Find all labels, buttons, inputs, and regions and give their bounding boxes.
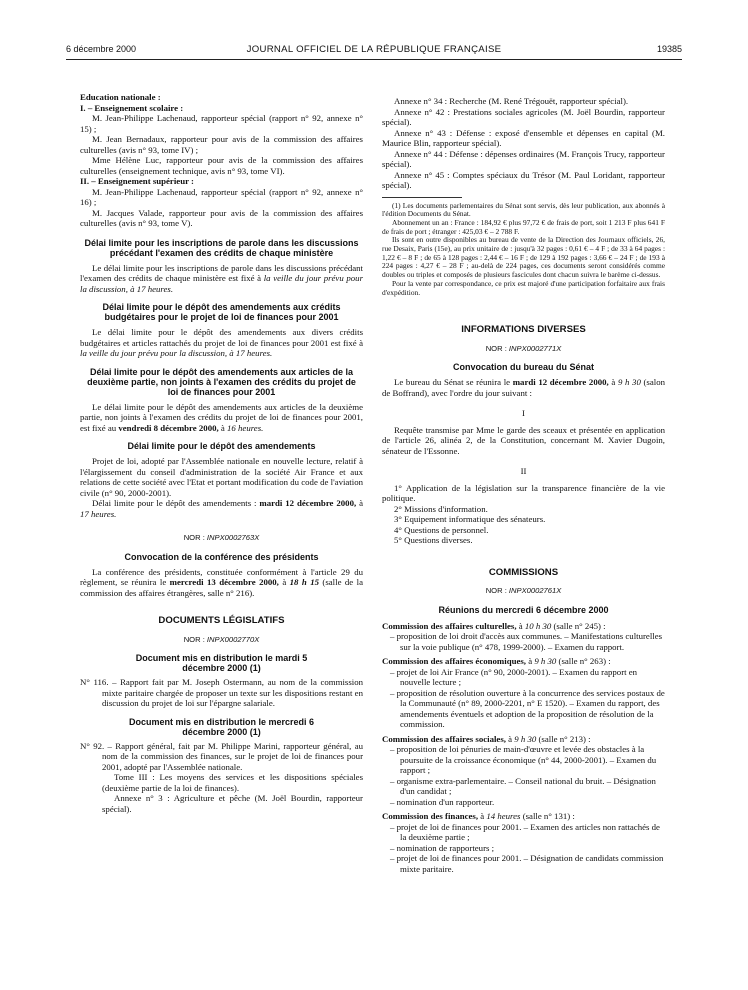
commissions-title: COMMISSIONS — [488, 566, 559, 578]
commission-item: – projet de loi de finances pour 2001. – Désignation de candidats commission mixte paritaire. — [390, 853, 664, 874]
informations-diverses-title: INFORMATIONS DIVERSES — [461, 324, 586, 336]
page-number: 19385 — [656, 44, 682, 54]
sco-line: M. Jean Bernadaux, rapporteur pour avis de la commission des affaires culturelles (avis n° 93, tome IV) ; — [80, 134, 363, 155]
nor-reference: NOR : INPX0002763X — [183, 533, 260, 542]
section-text-deuxieme-partie: Le délai limite pour le dépôt des amendements aux articles de la deuxième partie, non joints à l'examen des crédits du projet de loi de finances pour 2001, est fixé au vendredi 8 décembre 2000, à 16 heures. — [80, 401, 363, 433]
nor-reference: NOR : INPX0002770X — [183, 634, 260, 644]
footnote: Abonnement un an : France : 184,92 € plus 97,72 € de frais de port, soit 1 213 F plus 641 F de frais de port ; étranger : 425,03 € – 2 788 F. — [382, 217, 665, 236]
documents-legislatifs-title: DOCUMENTS LÉGISLATIFS — [158, 615, 285, 626]
nor-reference: NOR : INPX0002771X — [485, 343, 562, 353]
annexe-list — [382, 96, 665, 191]
section-title-parole: Délai limite pour les inscriptions de parole dans les discussions précédant l'examen des crédits de chaque ministère — [84, 237, 359, 258]
bureau-title: Convocation du bureau du Sénat — [452, 362, 594, 373]
section-title-amendements: Délai limite pour le dépôt des amendements — [127, 441, 316, 451]
distribution-annexe: Annexe n° 3 : Agriculture et pêche (M. Joël Bourdin, rapporteur spécial). — [102, 793, 363, 814]
commission-heading: Commission des affaires sociales, à 9 h 30 (salle n° 213) : — [382, 733, 591, 744]
requete-text: Requête transmise par Mme le garde des sceaux et présentée en application de l'article 26, alinéa 2, de la Constitution, concernant M. Xavier Dugoin, sénateur de l'Essonne. — [382, 424, 665, 456]
roman-numeral: I — [522, 408, 525, 419]
commission-item: – organisme extra-parlementaire. – Conseil national du bruit. – Désignation d'un candidat ; — [390, 775, 656, 797]
section-title-credits: Délai limite pour le dépôt des amendements aux crédits budgétaires pour le projet de loi de finances pour 2001 — [102, 302, 341, 322]
section-title-conference: Convocation de la conférence des présidents — [124, 551, 319, 562]
left-column — [80, 92, 363, 814]
annexe-item: Annexe n° 45 : Comptes spéciaux du Trésor (M. Paul Loridant, rapporteur spécial). — [382, 169, 665, 190]
reunions-title: Réunions du mercredi 6 décembre 2000 — [438, 604, 609, 615]
page-header — [66, 44, 682, 58]
section-text-conference: La conférence des présidents, constituée conformément à l'article 29 du règlement, se réunira le mercredi 13 décembre 2000, à 18 h 15 (salle de la commission des affaires étrangères, salle n° 216). — [80, 566, 363, 598]
annexe-item: Annexe n° 43 : Défense : exposé d'ensemble et dépenses en capital (M. Maurice Blin, rapporteur spécial). — [382, 127, 665, 148]
commission-heading: Commission des affaires économiques, à 9 h 30 (salle n° 263) : — [382, 656, 611, 667]
distribution-text: N° 116. – Rapport fait par M. Joseph Ostermann, au nom de la commission mixte paritaire chargée de proposer un texte sur les dispositions restant en discussion du projet de loi sur l'épargne salariale. — [80, 677, 363, 708]
header-rule — [66, 59, 682, 60]
section-text-credits: Le délai limite pour le dépôt des amendements aux divers crédits budgétaires et articles rattachés du projet de loi de finances pour 2001 est fixé à la veille du jour prévu pour la discussion, à 17 heures. — [80, 327, 363, 358]
commission-item: – proposition de résolution ouverture à la concurrence des services postaux de la Communauté (n° 89, 2000-2201, n° E 1520). – Examen du rapport, des amendements éventuels et adoption de la proposition de résolution de la commission. — [390, 687, 665, 730]
sco-line: Mme Hélène Luc, rapporteur pour avis de la commission des affaires culturelles (enseignement technique, avis n° 93, tome VI). — [80, 155, 363, 176]
roman-numeral: II — [520, 466, 527, 477]
journal-title: JOURNAL OFFICIEL DE LA RÉPUBLIQUE FRANÇAISE — [246, 44, 502, 55]
distribution-tome: Tome III : Les moyens des services et les dispositions spéciales (deuxième partie de la loi de finances). — [102, 772, 363, 793]
commission-item: – proposition de loi pénuries de main-d'œuvre et levée des obstacles à la poursuite de la croissance économique (n° 44, 2000-2001). – Examen du rapport ; — [390, 744, 657, 776]
sup-title: II. – Enseignement supérieur : — [80, 176, 194, 186]
annexe-item: Annexe n° 42 : Prestations sociales agricoles (M. Joël Bourdin, rapporteur spécial). — [382, 106, 665, 127]
agenda-item: 5° Questions diverses. — [394, 535, 473, 546]
footnote-separator — [382, 197, 462, 198]
right-column — [382, 96, 665, 874]
distribution-title: Document mis en distribution le mardi 5 décembre 2000 (1) — [135, 653, 308, 673]
nor-reference: NOR : INPX0002761X — [485, 586, 562, 596]
section-text-amendements-delai: Délai limite pour le dépôt des amendements : mardi 12 décembre 2000, à 17 heures. — [80, 498, 363, 519]
sco-line: M. Jean-Philippe Lachenaud, rapporteur spécial (rapport n° 92, annexe n° 15) ; — [80, 113, 363, 134]
footnote: Pour la vente par correspondance, ce prix est majoré d'une participation forfaitaire aux frais d'expédition. — [382, 278, 665, 297]
commission-item: – nomination d'un rapporteur. — [390, 796, 495, 807]
header-date: 6 décembre 2000 — [66, 44, 137, 54]
footnote: (1) Les documents parlementaires du Sénat sont servis, dès leur publication, aux abonnés à l'édition Documents du Sénat. — [382, 200, 665, 219]
commission-item: – projet de loi de finances pour 2001. – Examen des articles non rattachés de la deuxième partie ; — [390, 821, 660, 843]
sup-line: M. Jacques Valade, rapporteur pour avis de la commission des affaires culturelles (avis n° 93, tome V). — [80, 207, 363, 228]
sco-title: I. – Enseignement scolaire : — [80, 102, 184, 113]
agenda-item: 1° Application de la législation sur la transparence financière de la vie politique. — [382, 482, 665, 504]
sup-line: M. Jean-Philippe Lachenaud, rapporteur spécial (rapport n° 92, annexe n° 16) ; — [80, 186, 363, 207]
bureau-text: Le bureau du Sénat se réunira le mardi 12 décembre 2000, à 9 h 30 (salon de Boffrand), avec l'ordre du jour suivant : — [382, 377, 665, 398]
commission-item: – projet de loi Air France (n° 90, 2000-2001). – Examen du rapport en nouvelle lecture ; — [390, 666, 638, 688]
footnote: Ils sont en outre disponibles au bureau de vente de la Direction des Journaux officiels, 26, rue Desaix, Paris (15e), au prix unitaire de : jusqu'à 32 pages : 0,61 € – 4 F ; de 33 à 64 pages : 1,22 € – 8 F ; de 65 à 128 pages : 2,44 € – 16 F ; de 129 à 192 pages : 3,66 € – 24 F ; de 193 à 224 pages : 4,27 € – 28 F ; au-delà de 224 pages, ces documents seront considérés comme doubles ou triples et composés de plusieurs fascicules dont chacun suivra le barème ci-dessus. — [382, 235, 665, 280]
commission-item: – nomination de rapporteurs ; — [390, 842, 495, 853]
distribution-title: Document mis en distribution le mercredi 6 décembre 2000 (1) — [128, 716, 315, 737]
section-text-amendements: Projet de loi, adopté par l'Assemblée nationale en nouvelle lecture, relatif à l'élargissement du conseil d'administration de la société Air France et aux relations de cette société avec l'Etat et portant modification du code de l'aviation civile (n° 90, 2000-2001). — [80, 456, 363, 498]
agenda-item: 3° Equipement informatique des sénateurs. — [394, 514, 546, 525]
commission-heading: Commission des finances, à 14 heures (salle n° 131) : — [382, 811, 575, 822]
agenda-item: 2° Missions d'information. — [394, 503, 488, 514]
agenda-item: 4° Questions de personnel. — [394, 524, 489, 535]
section-text-parole: Le délai limite pour les inscriptions de parole dans les discussions précédant l'examen des crédits de chaque ministère est fixé à la veille du jour prévu pour la discussion, à 17 heures. — [80, 262, 363, 294]
section-title-deuxieme-partie: Délai limite pour le dépôt des amendements aux articles de la deuxième partie, non joints à l'examen des crédits du projet de loi de finances pour 2001 — [87, 366, 356, 397]
distribution-text: N° 92. – Rapport général, fait par M. Philippe Marini, rapporteur général, au nom de la commission des finances, sur le projet de loi de finances pour 2001, adopté par l'Assemblée nationale. — [80, 740, 363, 772]
annexe-item: Annexe n° 34 : Recherche (M. René Trégouët, rapporteur spécial). — [394, 96, 629, 106]
commission-item: – proposition de loi droit d'accès aux communes. – Manifestations culturelles sur la voie publique (n° 478, 1999-2000). – Examen du rapport. — [390, 631, 663, 652]
education-title: Education nationale : — [80, 92, 161, 102]
footnotes — [382, 202, 665, 298]
commission-heading: Commission des affaires culturelles, à 10 h 30 (salle n° 245) : — [382, 620, 606, 631]
annexe-item: Annexe n° 44 : Défense : dépenses ordinaires (M. François Trucy, rapporteur spécial). — [382, 148, 665, 169]
